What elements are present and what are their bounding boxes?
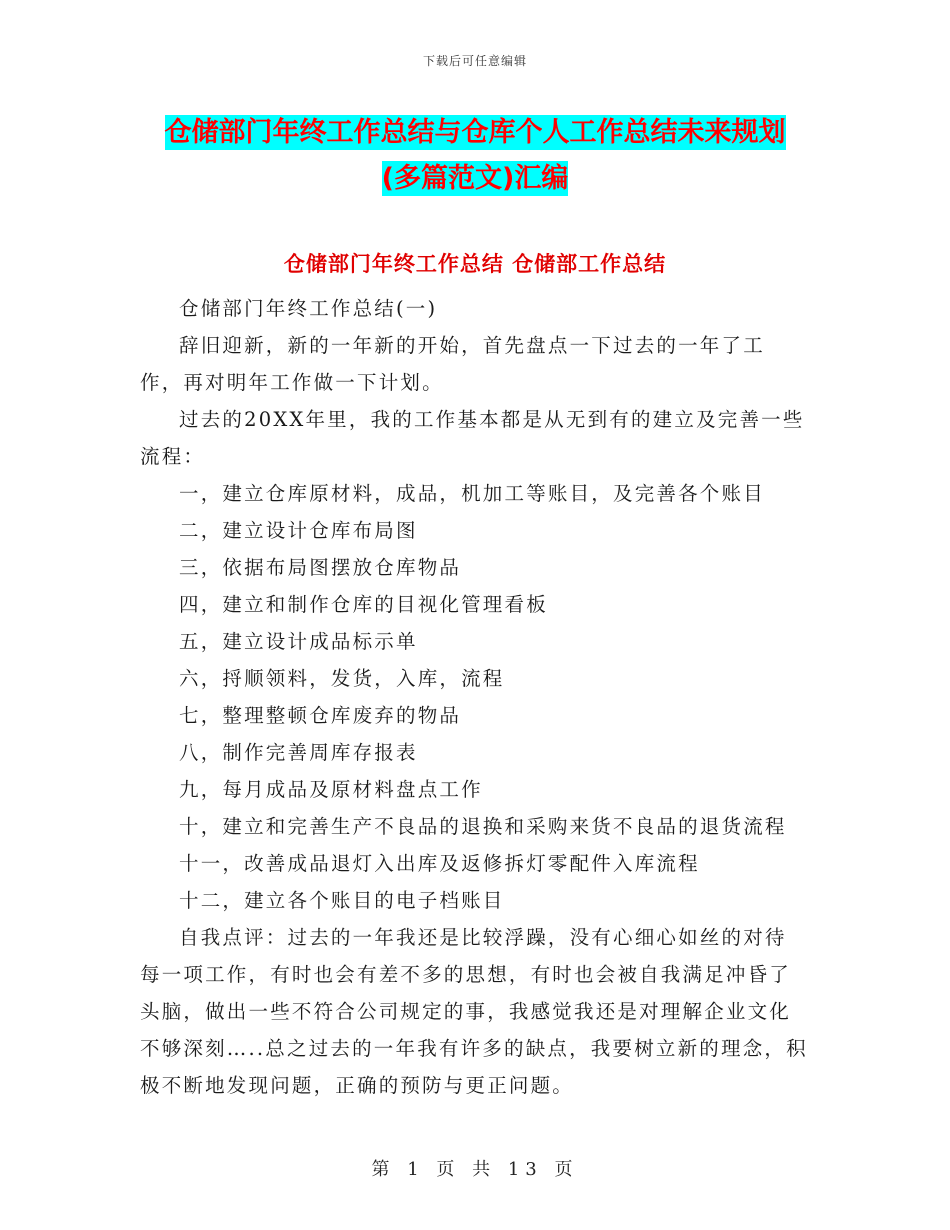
list-item: 二，建立设计仓库布局图 — [179, 519, 418, 542]
list-item: 四，建立和制作仓库的目视化管理看板 — [179, 593, 548, 616]
document-title-line2: (多篇范文)汇编 — [381, 163, 569, 194]
list-item: 三，依据布局图摆放仓库物品 — [179, 556, 462, 579]
document-title — [140, 110, 810, 202]
body-text — [140, 290, 808, 1104]
section-title: 仓储部门年终工作总结 仓储部工作总结 — [283, 252, 667, 276]
paragraph: 辞旧迎新，新的一年新的开始，首先盘点一下过去的一年了工作，再对明年工作做一下计划。 — [140, 334, 765, 394]
list-item: 六，捋顺领料，发货，入库，流程 — [179, 667, 505, 690]
paragraph: 仓储部门年终工作总结(一) — [179, 297, 438, 320]
page-number-footer: 第 1 页 共 13 页 — [371, 1159, 579, 1180]
list-item: 十一，改善成品退灯入出库及返修拆灯零配件入库流程 — [179, 852, 700, 875]
paragraph: 过去的20XX年里，我的工作基本都是从无到有的建立及完善一些流程： — [140, 408, 805, 468]
list-item: 八，制作完善周库存报表 — [179, 741, 418, 764]
list-item: 九，每月成品及原材料盘点工作 — [179, 778, 483, 801]
list-item: 十二，建立各个账目的电子档账目 — [179, 889, 505, 912]
list-item: 十，建立和完善生产不良品的退换和采购来货不良品的退货流程 — [179, 815, 787, 838]
list-item: 一，建立仓库原材料，成品，机加工等账目，及完善各个账目 — [179, 482, 765, 505]
header-note: 下载后可任意编辑 — [422, 54, 527, 68]
paragraph: 自我点评：过去的一年我还是比较浮躁，没有心细心如丝的对待每一项工作，有时也会有差不多的思想，有时也会被自我满足冲昏了头脑，做出一些不符合公司规定的事，我感觉我还是对理解企业文化不够深刻…..总之过去的一年我有许多的缺点，我要树立新的理念，积极不断地发现问题，正确的预防与更正问题。 — [140, 926, 808, 1097]
list-item: 五，建立设计成品标示单 — [179, 630, 418, 653]
document-title-line1: 仓储部门年终工作总结与仓库个人工作总结未来规划 — [164, 117, 786, 148]
list-item: 七，整理整顿仓库废弃的物品 — [179, 704, 462, 727]
